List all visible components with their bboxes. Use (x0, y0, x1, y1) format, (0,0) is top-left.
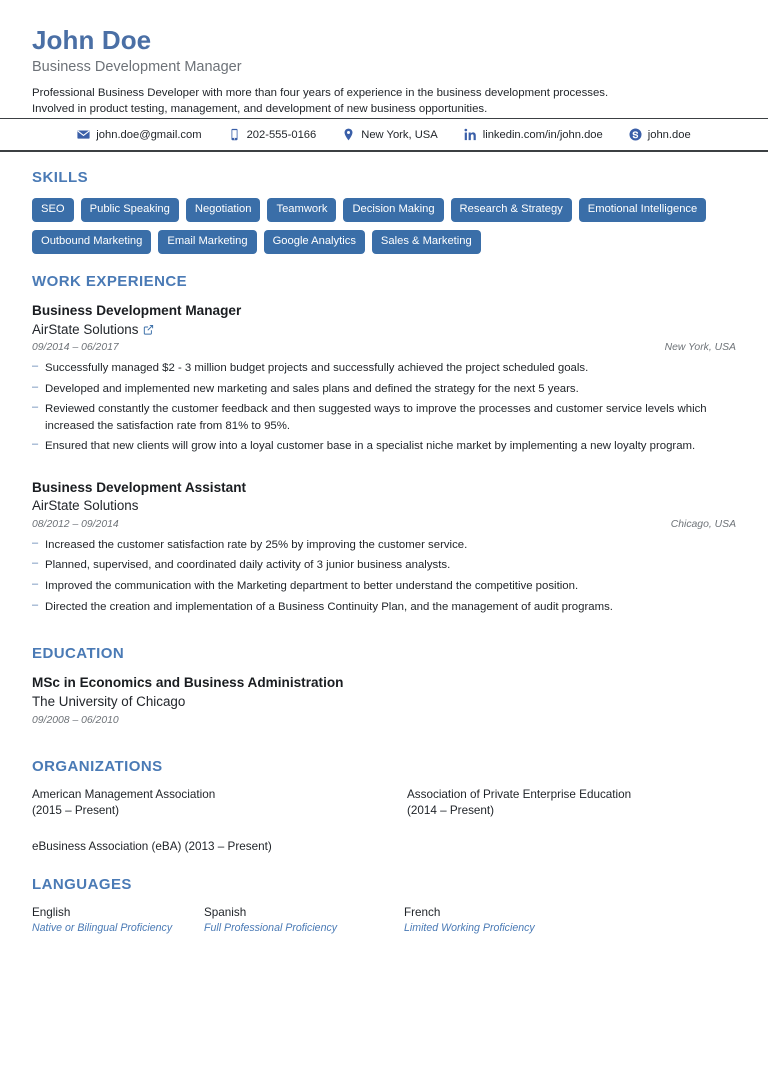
education-degree: MSc in Economics and Business Administration (32, 675, 344, 691)
organization-name: Association of Private Enterprise Education (407, 787, 632, 801)
work-bullet: – Planned, supervised, and coordinated daily activity of 3 junior business analysts. (32, 557, 736, 574)
contact-item-linkedin[interactable] (451, 128, 616, 141)
contact-item-location (329, 128, 450, 141)
organization-item-empty (407, 839, 736, 856)
language-name: English (32, 905, 71, 919)
work-role: Business Development Manager (32, 303, 242, 319)
section-skills (32, 169, 736, 254)
professional-summary (32, 85, 712, 117)
language-name: Spanish (204, 905, 247, 919)
organizations-grid (32, 787, 736, 856)
work-organization-row (32, 497, 736, 514)
section-work-experience (32, 273, 736, 615)
resume-body (0, 169, 768, 936)
organization-item (32, 839, 407, 856)
work-location: New York, USA (664, 342, 736, 354)
work-bullet-list (32, 360, 736, 455)
section-title-education: EDUCATION (32, 645, 125, 663)
skill-chip[interactable]: Decision Making (343, 198, 443, 222)
location-pin-icon (342, 128, 355, 141)
language-level: Full Professional Proficiency (204, 922, 338, 935)
work-organization: AirState Solutions (32, 321, 139, 337)
work-bullet: – Increased the customer satisfaction rate by 25% by improving the customer service. (32, 537, 736, 554)
candidate-job-title: Business Development Manager (32, 58, 242, 75)
contact-email-label: john.doe@gmail.com (96, 128, 202, 141)
education-dates: 09/2008 – 06/2010 (32, 714, 119, 726)
skill-chip[interactable]: Emotional Intelligence (579, 198, 706, 222)
contact-location-label: New York, USA (361, 128, 438, 141)
language-item (204, 905, 404, 936)
education-school: The University of Chicago (32, 693, 186, 709)
work-organization: AirState Solutions (32, 498, 139, 514)
linkedin-icon (464, 128, 477, 141)
section-languages (32, 876, 736, 936)
organization-name: eBusiness Association (eBA) (2013 – Present) (32, 840, 272, 854)
skill-chip[interactable]: Teamwork (267, 198, 336, 222)
phone-icon (228, 128, 241, 141)
skill-chip[interactable]: Google Analytics (264, 230, 365, 254)
work-bullet: – Directed the creation and implementation of a Business Continuity Plan, and the management of audit programs. (32, 599, 736, 616)
work-entry (32, 479, 736, 615)
contact-phone-label: 202-555-0166 (246, 128, 317, 141)
work-bullet-list (32, 537, 736, 615)
work-meta (32, 342, 736, 353)
work-dates: 09/2014 – 06/2017 (32, 342, 119, 354)
work-bullet: – Improved the communication with the Marketing department to better understand the competitive position. (32, 578, 736, 595)
skills-chip-list (32, 198, 712, 254)
organization-name: American Management Association (32, 787, 216, 801)
contact-bar-bottom-rule (0, 150, 768, 152)
skill-chip[interactable]: SEO (32, 198, 74, 222)
work-entry (32, 302, 736, 455)
section-education (32, 645, 736, 726)
skill-chip[interactable]: Public Speaking (81, 198, 179, 222)
organization-item (407, 787, 736, 820)
skill-chip[interactable]: Sales & Marketing (372, 230, 481, 254)
organization-period: (2014 – Present) (407, 804, 495, 818)
section-title-skills: SKILLS (32, 168, 89, 186)
work-bullet: – Reviewed constantly the customer feedback and then suggested ways to improve the processes and customer service levels which increased the satisfaction rate from 81% to 95%. (32, 401, 736, 434)
work-bullet: – Successfully managed $2 - 3 million budget projects and successfully achieved the project scheduled goals. (32, 360, 736, 377)
language-item (404, 905, 736, 936)
work-meta (32, 519, 736, 530)
skill-chip[interactable]: Research & Strategy (451, 198, 572, 222)
section-organizations (32, 758, 736, 856)
organization-period: (2015 – Present) (32, 804, 120, 818)
contact-item-email[interactable] (64, 128, 214, 141)
language-name: French (404, 905, 441, 919)
languages-grid (32, 905, 736, 936)
resume-header (0, 0, 768, 118)
contact-item-skype[interactable] (616, 128, 704, 141)
language-level: Native or Bilingual Proficiency (32, 922, 173, 935)
language-level: Limited Working Proficiency (404, 922, 535, 935)
skype-icon (629, 128, 642, 141)
work-bullet: – Developed and implemented new marketing and sales plans and defined the strategy for the next 5 years. (32, 381, 736, 398)
summary-line-1: Professional Business Developer with more than four years of experience in the business development processes. (32, 87, 609, 100)
summary-line-2: Involved in product testing, management, and development of new business opportunities. (32, 103, 488, 116)
contact-skype-label: john.doe (647, 128, 691, 141)
contact-bar (0, 119, 768, 150)
contact-linkedin-label: linkedin.com/in/john.doe (482, 128, 603, 141)
candidate-name: John Doe (32, 25, 152, 55)
work-bullet: – Ensured that new clients will grow into a loyal customer base in a specialist niche market by implementing a new loyalty program. (32, 438, 736, 455)
section-title-languages: LANGUAGES (32, 875, 132, 893)
education-entry (32, 674, 736, 726)
email-icon (77, 128, 90, 141)
language-item (32, 905, 204, 936)
section-title-organizations: ORGANIZATIONS (32, 757, 163, 775)
skill-chip[interactable]: Negotiation (186, 198, 261, 222)
work-organization-row (32, 321, 736, 338)
contact-item-phone[interactable] (215, 128, 330, 141)
external-link-icon[interactable] (143, 324, 154, 335)
organization-item (32, 787, 407, 820)
skill-chip[interactable]: Outbound Marketing (32, 230, 151, 254)
section-title-work-experience: WORK EXPERIENCE (32, 273, 188, 291)
work-role: Business Development Assistant (32, 479, 247, 495)
skill-chip[interactable]: Email Marketing (158, 230, 256, 254)
work-dates: 08/2012 – 09/2014 (32, 518, 119, 530)
work-location: Chicago, USA (670, 518, 736, 530)
